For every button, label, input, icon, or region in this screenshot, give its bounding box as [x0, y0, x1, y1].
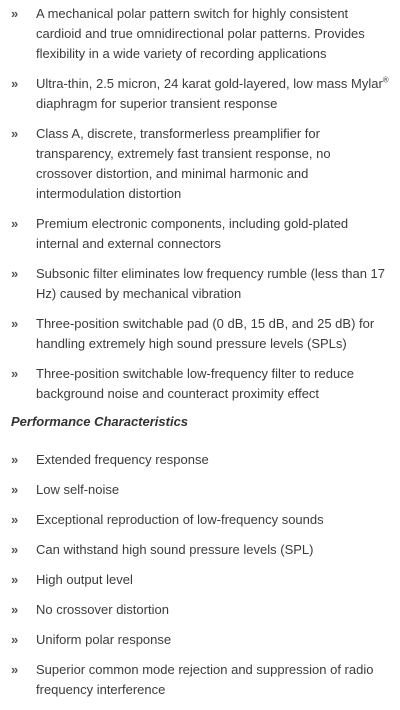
bullet-icon: »	[11, 602, 18, 617]
bullet-icon: »	[11, 216, 18, 231]
list-item	[0, 600, 400, 620]
list-item	[0, 450, 400, 470]
bullet-icon: »	[11, 572, 18, 587]
list-item-text: Three-position switchable low-frequency filter to reduce background noise and counteract proximity effect	[36, 366, 354, 401]
list-item-text-part: Ultra-thin, 2.5 micron, 24 karat gold-layered, low mass Mylar	[36, 76, 383, 91]
list-item-text: Superior common mode rejection and suppression of radio frequency interference	[36, 662, 374, 697]
bullet-icon: »	[11, 512, 18, 527]
list-item	[0, 630, 400, 650]
list-item-text: A mechanical polar pattern switch for highly consistent cardioid and true omnidirectional polar patterns. Provides flexibility in a wide variety of recording applications	[36, 6, 365, 61]
bullet-icon: »	[11, 76, 18, 91]
performance-heading: Performance Characteristics	[11, 414, 189, 429]
bullet-icon: »	[11, 482, 18, 497]
list-item-text: No crossover distortion	[36, 602, 169, 617]
list-item-text: Can withstand high sound pressure levels (SPL)	[36, 542, 314, 557]
list-item-text: Low self-noise	[36, 482, 120, 497]
list-item	[0, 4, 400, 64]
list-item	[0, 660, 400, 700]
bullet-icon: »	[11, 266, 18, 281]
list-item	[0, 570, 400, 590]
list-item	[0, 540, 400, 560]
list-item	[0, 214, 400, 254]
list-item	[0, 510, 400, 530]
bullet-icon: »	[11, 662, 18, 677]
list-item-text: Exceptional reproduction of low-frequency sounds	[36, 512, 324, 527]
bullet-icon: »	[11, 452, 18, 467]
list-item	[0, 314, 400, 354]
list-item	[0, 74, 400, 114]
list-item-text: Uniform polar response	[36, 632, 172, 647]
list-item	[0, 364, 400, 404]
bullet-icon: »	[11, 542, 18, 557]
list-item	[0, 480, 400, 500]
list-item-text	[36, 76, 389, 111]
performance-list	[0, 450, 400, 700]
list-item-text: Extended frequency response	[36, 452, 209, 467]
bullet-icon: »	[11, 126, 18, 141]
registered-mark: ®	[382, 75, 389, 85]
features-list	[0, 4, 400, 404]
bullet-icon: »	[11, 6, 18, 21]
list-item-text: Subsonic filter eliminates low frequency rumble (less than 17 Hz) caused by mechanical vibration	[36, 266, 386, 301]
list-item-text: Class A, discrete, transformerless preamplifier for transparency, extremely fast transient response, no crossover distortion, and minimal harmonic and intermodulation distortion	[36, 126, 331, 201]
bullet-icon: »	[11, 316, 18, 331]
bullet-icon: »	[11, 366, 18, 381]
bullet-icon: »	[11, 632, 18, 647]
list-item	[0, 264, 400, 304]
list-item-text-part: diaphragm for superior transient response	[36, 96, 278, 111]
list-item	[0, 124, 400, 204]
list-item-text: Three-position switchable pad (0 dB, 15 dB, and 25 dB) for handling extremely high sound pressure levels (SPLs)	[36, 316, 375, 351]
list-item-text: Premium electronic components, including gold-plated internal and external connectors	[36, 216, 349, 251]
list-item-text: High output level	[36, 572, 133, 587]
